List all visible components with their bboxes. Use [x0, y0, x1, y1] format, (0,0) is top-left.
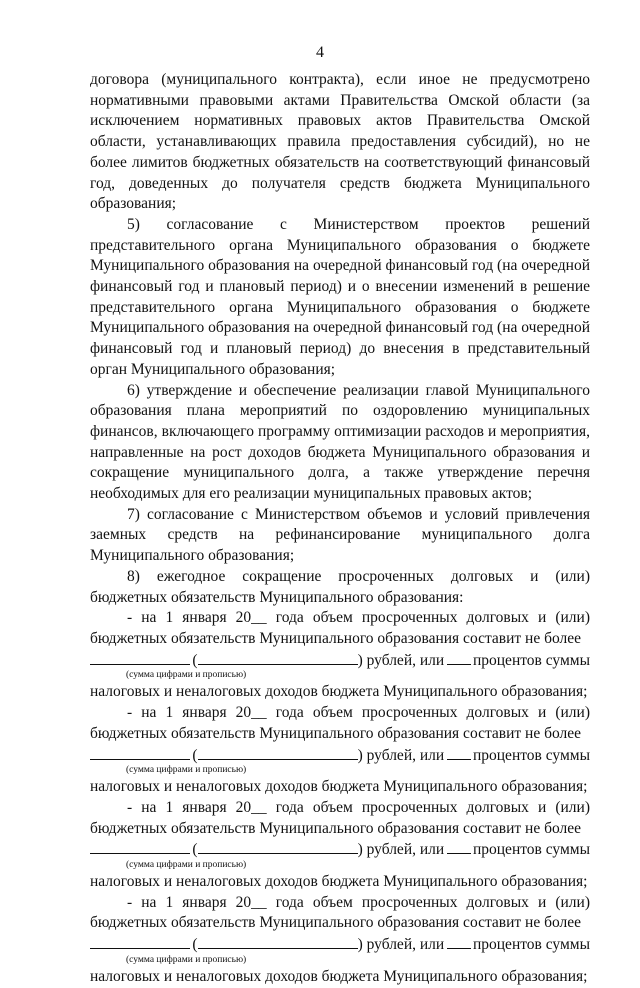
amount-caption: (сумма цифрами и прописью): [126, 670, 247, 681]
percent-text: процентов суммы: [472, 936, 590, 954]
amount-blank: [90, 650, 190, 665]
amount-words-blank: [198, 934, 358, 949]
debt-item: [90, 893, 590, 988]
paragraph-item-5: 5) согласование с Министерством проектов решений представительного органа Муниципального образования о бюджете Муниципального образования на очередной финансовый год (на очередной финансовый год и плановый период) и о внесении изменений в решение представительного органа Муниципального образования о бюджете Муниципального образования на очередной финансовый год (на очередной финансовый год и плановый период) до внесения в представительный орган Муниципального образования;: [90, 215, 590, 378]
debt-item-text: - на 1 января 20__ года объем просроченных долговых и (или) бюджетных обязательств Муниципального образования составит не более: [90, 704, 590, 742]
close-paren: ): [357, 746, 363, 764]
debt-item: [90, 703, 590, 798]
paragraph-item-6: 6) утверждение и обеспечение реализации главой Муниципального образования плана мероприятий по оздоровлению муниципальных финансов, включающего программу оптимизации расходов и мероприятия, направленные на рост доходов бюджета Муниципального образования и сокращение муниципального долга, а также утверждение перечня необходимых для его реализации муниципальных правовых актов;: [90, 381, 590, 503]
amount-blank: [90, 839, 190, 854]
rubles-text: рублей, или: [366, 936, 445, 954]
percent-text: процентов суммы: [472, 651, 590, 669]
debt-item-tail: налоговых и неналоговых доходов бюджета Муниципального образования;: [90, 967, 588, 985]
paragraph-continuation: договора (муниципального контракта), если иное не предусмотрено нормативными правовыми актами Правительства Омской области (за исключением нормативных правовых актов Правительства Омской области, устанавливающих правила предоставления субсидий), но не более лимитов бюджетных обязательств на соответствующий финансовый год, доведенных до получателя средств бюджета Муниципального образования;: [90, 71, 590, 213]
debt-item-tail: налоговых и неналоговых доходов бюджета Муниципального образования;: [90, 873, 588, 891]
amount-words-group: [192, 650, 444, 672]
amount-words-group: [192, 934, 444, 956]
open-paren: (: [192, 936, 198, 954]
percent-blank: [447, 745, 471, 760]
rubles-text: рублей, или: [366, 746, 445, 764]
open-paren: (: [192, 841, 198, 859]
percent-blank: [447, 839, 471, 854]
debt-item-text: - на 1 января 20__ года объем просроченных долговых и (или) бюджетных обязательств Муниципального образования составит не более: [90, 798, 590, 837]
amount-caption: (сумма цифрами и прописью): [126, 860, 247, 871]
debt-item: [90, 798, 590, 893]
open-paren: (: [192, 746, 198, 764]
amount-blank: [90, 745, 190, 760]
close-paren: ): [357, 841, 363, 859]
amount-line: [90, 934, 590, 956]
percent-text: процентов суммы: [472, 841, 590, 859]
close-paren: ): [357, 936, 363, 954]
percent-blank: [447, 934, 471, 949]
amount-line: [90, 839, 590, 861]
amount-words-group: [192, 839, 444, 861]
page-number: 4: [316, 44, 324, 61]
amount-words-group: [192, 745, 444, 767]
debt-item-tail: налоговых и неналоговых доходов бюджета Муниципального образования;: [90, 683, 588, 701]
debt-item-text: - на 1 января 20__ года объем просроченных долговых и (или) бюджетных обязательств Муниципального образования составит не более: [90, 893, 590, 932]
amount-blank: [90, 934, 190, 949]
amount-caption: (сумма цифрами и прописью): [126, 954, 247, 965]
amount-caption: (сумма цифрами и прописью): [126, 765, 247, 776]
percent-text: процентов суммы: [472, 746, 590, 764]
paragraph-item-7: 7) согласование с Министерством объемов и условий привлечения заемных средств на рефинансирование муниципального долга Муниципального образования;: [90, 505, 590, 565]
debt-item: [90, 608, 590, 703]
percent-blank: [447, 650, 471, 665]
open-paren: (: [192, 651, 198, 669]
paragraph-item-8: 8) ежегодное сокращение просроченных долговых и (или) бюджетных обязательств Муниципального образования:: [90, 567, 590, 606]
amount-line: [90, 745, 590, 767]
amount-words-blank: [198, 745, 358, 760]
amount-words-blank: [198, 839, 358, 854]
debt-item-text: - на 1 января 20__ года объем просроченных долговых и (или) бюджетных обязательств Муниципального образования составит не более: [90, 609, 590, 647]
amount-line: [90, 650, 590, 672]
close-paren: ): [357, 651, 363, 669]
debt-item-tail: налоговых и неналоговых доходов бюджета Муниципального образования;: [90, 778, 588, 796]
amount-words-blank: [198, 650, 358, 665]
rubles-text: рублей, или: [366, 651, 445, 669]
document-body: [90, 70, 590, 988]
rubles-text: рублей, или: [366, 841, 445, 859]
